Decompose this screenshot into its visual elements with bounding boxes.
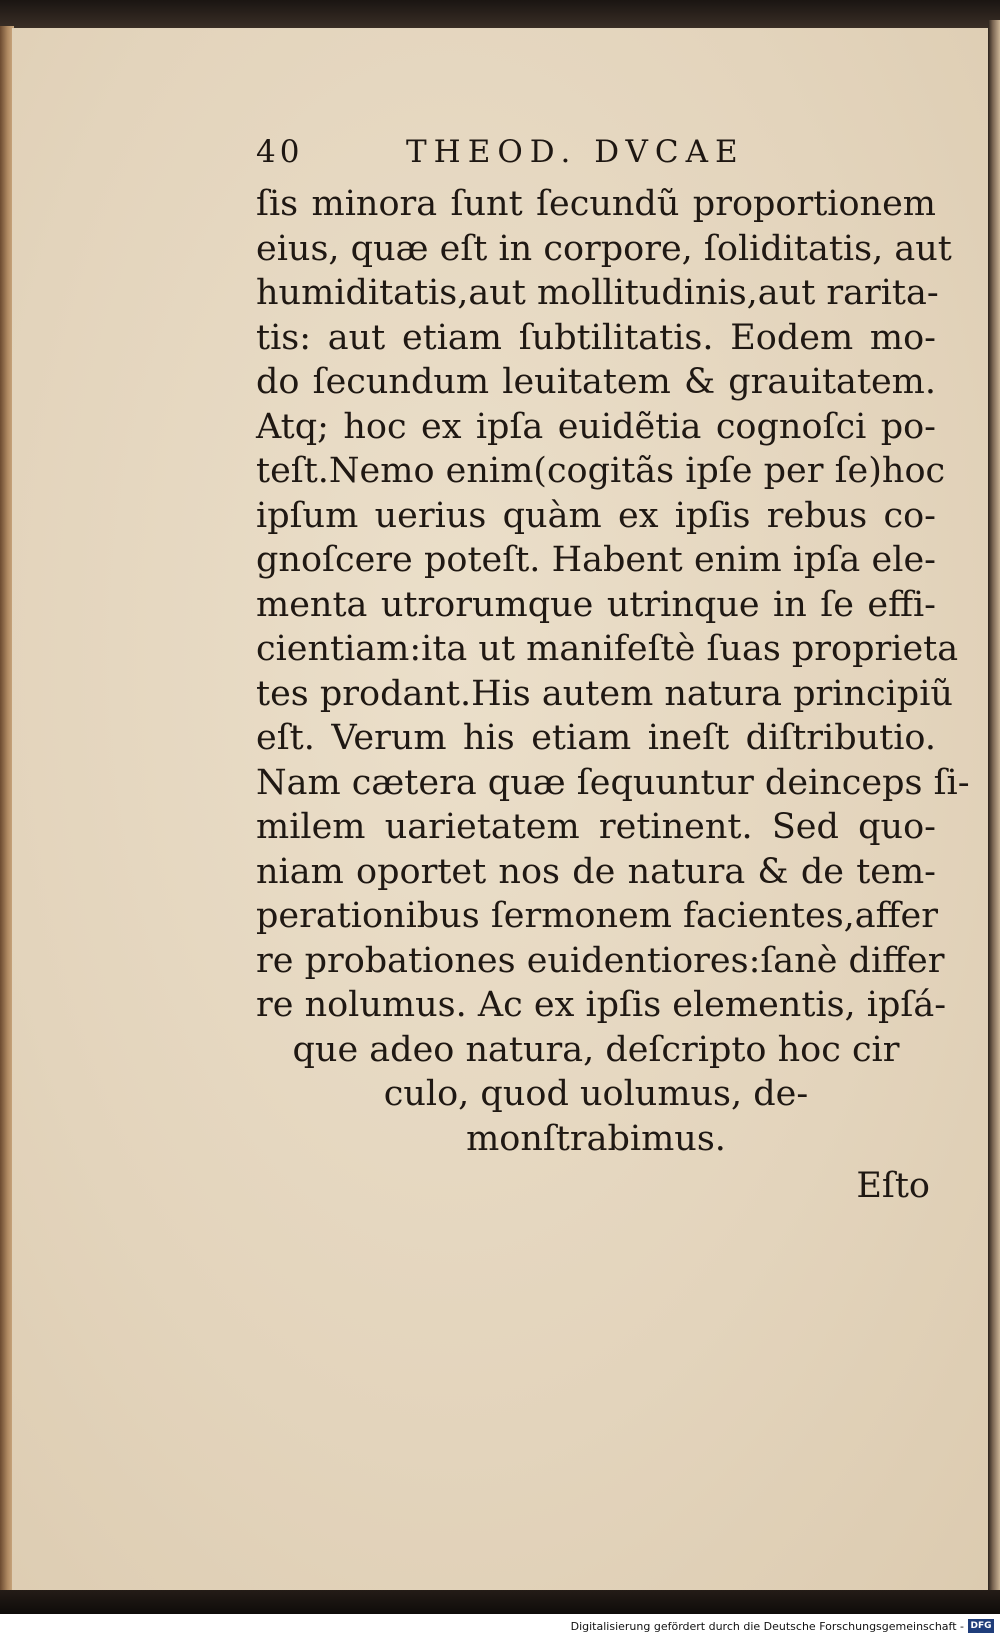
dfg-logo: DFG <box>968 1619 994 1633</box>
scan-bottom-border <box>0 1590 1000 1614</box>
text-line: teſt.Nemo enim(cogitãs ipſe per ſe)hoc <box>256 451 946 491</box>
running-head: THEOD. DVCAE <box>406 134 745 170</box>
body-text <box>256 182 970 1161</box>
text-line: ipſum uerius quàm ex ipſis rebus co- <box>256 495 936 536</box>
text-line: cientiam:ita ut manifeſtè ſuas proprieta <box>256 629 959 669</box>
text-line: ſis minora ſunt ſecundũ proportionem <box>256 184 936 224</box>
digitization-footer <box>0 1614 1000 1640</box>
text-line: perationibus ſermonem facientes,affer <box>256 896 938 936</box>
text-line-tapered: que adeo natura, deſcripto hoc cir <box>292 1029 900 1070</box>
text-line: re probationes euidentiores:ſanè differ <box>256 940 945 981</box>
text-line: Nam cætera quæ ſequuntur deinceps ſi- <box>256 762 970 803</box>
text-line: re nolumus. Ac ex ipſis elementis, ipſá- <box>256 985 947 1025</box>
text-line: do ſecundum leuitatem & grauitatem. <box>256 362 936 402</box>
text-line: tes prodant.His autem natura principiũ <box>256 673 953 714</box>
page-number: 40 <box>256 134 304 170</box>
funding-credit: Digitalisierung gefördert durch die Deutsche Forschungsgemeinschaft - <box>570 1620 964 1633</box>
page-header <box>256 134 776 178</box>
text-line: Atq; hoc ex ipſa euidẽtia cognoſci po- <box>256 406 936 447</box>
text-line: humiditatis,aut mollitudinis,aut rarita- <box>256 273 939 313</box>
scan-top-border <box>0 0 1000 28</box>
text-line: niam oportet nos de natura & de tem- <box>256 851 936 892</box>
text-line: eſt. Verum his etiam ineſt diſtributio. <box>256 718 936 758</box>
catchword: Eſto <box>856 1166 930 1206</box>
book-right-edge <box>988 20 1000 1595</box>
text-line: tis: aut etiam ſubtilitatis. Eodem mo- <box>256 317 936 358</box>
text-line: menta utrorumque utrinque in ſe effi- <box>256 584 936 625</box>
text-line-tapered: culo, quod uolumus, de- <box>383 1074 809 1114</box>
text-line: eius, quæ eſt in corpore, ſoliditatis, aut <box>256 228 952 269</box>
text-line: milem uarietatem retinent. Sed quo- <box>256 807 936 847</box>
text-line-tapered: monſtrabimus. <box>466 1118 726 1159</box>
text-line: gnoſcere poteſt. Habent enim ipſa ele- <box>256 540 936 580</box>
